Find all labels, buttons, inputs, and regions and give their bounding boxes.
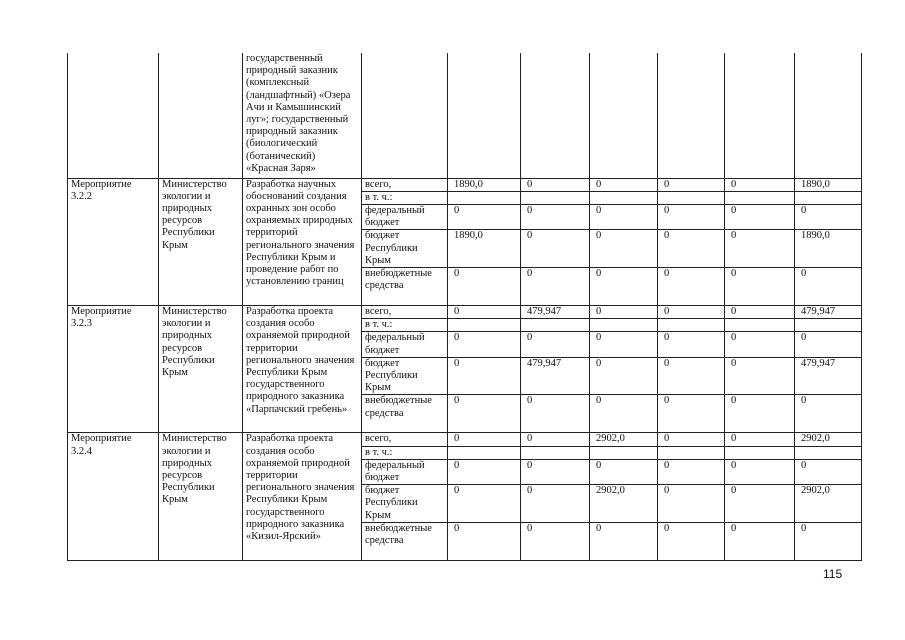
amount-cell — [725, 319, 795, 332]
amount-cell: 0 — [725, 267, 795, 305]
amount-cell — [795, 319, 862, 332]
amount-cell: 0 — [590, 395, 658, 433]
measure-executor: Министерство экологии и природных ресурсов Республики Крым — [159, 433, 243, 560]
amount-cell — [521, 319, 590, 332]
amount-cell: 0 — [725, 395, 795, 433]
amount-cell: 0 — [448, 357, 521, 395]
amount-cell — [795, 191, 862, 204]
amount-cell: 1890,0 — [795, 230, 862, 268]
amount-cell: 0 — [795, 332, 862, 357]
funding-source: бюджет Республики Крым — [362, 230, 448, 268]
amount-cell: 0 — [590, 204, 658, 229]
amount-cell: 0 — [795, 459, 862, 484]
funding-source: федеральный бюджет — [362, 459, 448, 484]
amount-cell — [590, 191, 658, 204]
funding-table-body — [68, 53, 862, 560]
amount-cell: 0 — [448, 332, 521, 357]
funding-source: в т. ч.: — [362, 191, 448, 204]
amount-cell: 0 — [590, 332, 658, 357]
amount-cell: 0 — [725, 522, 795, 560]
amount-cell: 0 — [448, 204, 521, 229]
amount-cell: 0 — [658, 305, 725, 318]
amount-cell — [448, 191, 521, 204]
amount-cell: 0 — [725, 459, 795, 484]
amount-cell — [795, 446, 862, 459]
funding-source: внебюджетные средства — [362, 522, 448, 560]
amount-cell: 1890,0 — [795, 178, 862, 191]
funding-source: внебюджетные средства — [362, 395, 448, 433]
amount-cell: 0 — [521, 332, 590, 357]
amount-cell: 0 — [590, 522, 658, 560]
amount-cell — [590, 319, 658, 332]
amount-cell: 0 — [521, 178, 590, 191]
amount-cell — [725, 191, 795, 204]
amount-cell: 2902,0 — [795, 433, 862, 446]
amount-cell: 479,947 — [521, 305, 590, 318]
amount-cell: 0 — [658, 395, 725, 433]
amount-cell: 0 — [795, 395, 862, 433]
measure-description: Разработка проекта создания особо охраняемой природной территории регионального значения Республики Крым государственного природного заказника «Кизил-Ярский» — [243, 433, 362, 560]
amount-cell: 0 — [448, 459, 521, 484]
amount-cell: 479,947 — [795, 357, 862, 395]
continuation-description: государственный природный заказник (комплексный (ландшафтный) «Озера Ачи и Камышинский луг»; государственный природный заказник (биологический (ботанический) «Красная Заря» — [243, 53, 362, 178]
amount-cell: 2902,0 — [795, 485, 862, 523]
amount-cell: 1890,0 — [448, 178, 521, 191]
funding-source: всего, — [362, 305, 448, 318]
amount-cell: 2902,0 — [590, 485, 658, 523]
amount-cell: 0 — [725, 204, 795, 229]
amount-cell: 0 — [590, 267, 658, 305]
funding-source: бюджет Республики Крым — [362, 357, 448, 395]
amount-cell — [448, 446, 521, 459]
amount-cell: 0 — [521, 433, 590, 446]
amount-cell: 0 — [521, 395, 590, 433]
amount-cell: 0 — [725, 357, 795, 395]
funding-source: федеральный бюджет — [362, 204, 448, 229]
amount-cell — [725, 446, 795, 459]
amount-cell: 0 — [590, 357, 658, 395]
continuation-row — [68, 53, 862, 178]
amount-cell: 0 — [448, 522, 521, 560]
funding-source: всего, — [362, 433, 448, 446]
amount-cell: 0 — [521, 459, 590, 484]
amount-cell: 0 — [448, 395, 521, 433]
amount-cell: 0 — [448, 433, 521, 446]
table-row — [68, 433, 862, 446]
funding-source: внебюджетные средства — [362, 267, 448, 305]
measure-executor: Министерство экологии и природных ресурсов Республики Крым — [159, 178, 243, 305]
amount-cell: 479,947 — [521, 357, 590, 395]
amount-cell: 0 — [725, 305, 795, 318]
amount-cell: 0 — [658, 178, 725, 191]
amount-cell: 0 — [658, 459, 725, 484]
amount-cell: 0 — [521, 230, 590, 268]
amount-cell: 479,947 — [795, 305, 862, 318]
amount-cell: 0 — [590, 178, 658, 191]
funding-table — [67, 53, 862, 561]
measure-name: Мероприятие 3.2.3 — [68, 305, 159, 432]
amount-cell: 0 — [658, 522, 725, 560]
amount-cell: 0 — [590, 230, 658, 268]
amount-cell: 0 — [521, 267, 590, 305]
amount-cell: 1890,0 — [448, 230, 521, 268]
amount-cell: 0 — [658, 332, 725, 357]
amount-cell: 0 — [590, 459, 658, 484]
amount-cell — [521, 191, 590, 204]
amount-cell: 0 — [725, 178, 795, 191]
measure-description: Разработка проекта создания особо охраняемой природной территории регионального значения Республики Крым государственного природного заказника «Парпачский гребень» — [243, 305, 362, 432]
funding-source: всего, — [362, 178, 448, 191]
amount-cell: 0 — [448, 267, 521, 305]
amount-cell: 0 — [521, 485, 590, 523]
amount-cell: 0 — [448, 485, 521, 523]
amount-cell: 0 — [725, 230, 795, 268]
amount-cell: 0 — [725, 332, 795, 357]
amount-cell — [658, 319, 725, 332]
amount-cell — [448, 319, 521, 332]
amount-cell: 0 — [795, 522, 862, 560]
funding-source: бюджет Республики Крым — [362, 485, 448, 523]
amount-cell: 0 — [725, 433, 795, 446]
amount-cell: 0 — [521, 204, 590, 229]
amount-cell: 0 — [725, 485, 795, 523]
amount-cell: 0 — [448, 305, 521, 318]
amount-cell: 0 — [658, 230, 725, 268]
funding-source: в т. ч.: — [362, 319, 448, 332]
table-row — [68, 178, 862, 191]
page-number: 115 — [823, 567, 843, 581]
amount-cell: 0 — [590, 305, 658, 318]
amount-cell: 0 — [658, 433, 725, 446]
amount-cell: 0 — [795, 204, 862, 229]
amount-cell: 0 — [658, 357, 725, 395]
measure-description: Разработка научных обоснований создания охранных зон особо охраняемых природных территорий регионального значения Республики Крым и проведение работ по установлению границ — [243, 178, 362, 305]
amount-cell: 2902,0 — [590, 433, 658, 446]
amount-cell — [658, 191, 725, 204]
amount-cell: 0 — [658, 204, 725, 229]
measure-name: Мероприятие 3.2.4 — [68, 433, 159, 560]
amount-cell: 0 — [658, 267, 725, 305]
amount-cell: 0 — [658, 485, 725, 523]
funding-source: в т. ч.: — [362, 446, 448, 459]
amount-cell — [590, 446, 658, 459]
measure-name: Мероприятие 3.2.2 — [68, 178, 159, 305]
funding-source: федеральный бюджет — [362, 332, 448, 357]
amount-cell: 0 — [521, 522, 590, 560]
amount-cell — [658, 446, 725, 459]
amount-cell — [521, 446, 590, 459]
table-row — [68, 305, 862, 318]
measure-executor: Министерство экологии и природных ресурсов Республики Крым — [159, 305, 243, 432]
amount-cell: 0 — [795, 267, 862, 305]
